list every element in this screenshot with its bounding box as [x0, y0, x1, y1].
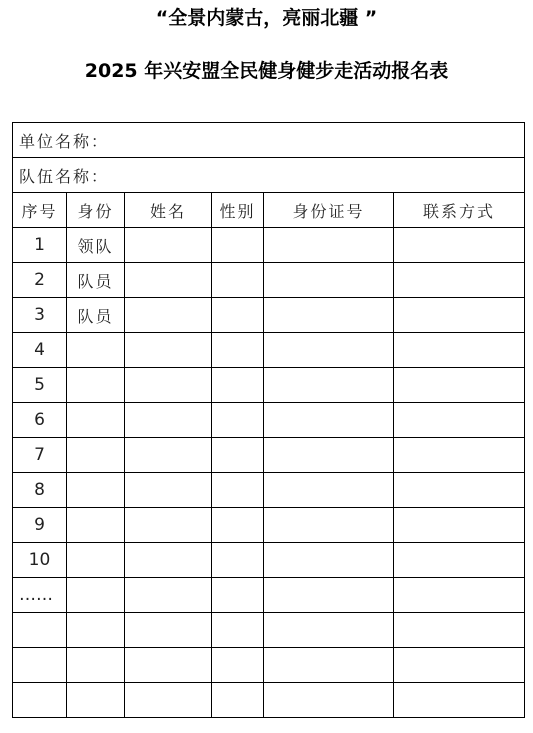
row-gender-cell[interactable]	[212, 298, 264, 333]
row-role-cell[interactable]	[67, 473, 125, 508]
row-role-cell[interactable]	[67, 403, 125, 438]
row-contact-cell[interactable]	[394, 473, 525, 508]
column-header-seq: 序号	[13, 193, 67, 228]
row-role-cell[interactable]	[67, 613, 125, 648]
unit-name-row	[13, 123, 525, 158]
row-role-cell[interactable]	[67, 683, 125, 718]
row-id-number-cell[interactable]	[264, 403, 394, 438]
row-name-cell[interactable]	[125, 403, 212, 438]
row-contact-cell[interactable]	[394, 438, 525, 473]
table-row	[13, 683, 525, 718]
row-contact-cell[interactable]	[394, 298, 525, 333]
table-row	[13, 473, 525, 508]
row-role-cell[interactable]	[67, 333, 125, 368]
row-name-cell[interactable]	[125, 648, 212, 683]
row-name-cell[interactable]	[125, 683, 212, 718]
row-name-cell[interactable]	[125, 298, 212, 333]
row-id-number-cell[interactable]	[264, 298, 394, 333]
table-row	[13, 543, 525, 578]
row-contact-cell[interactable]	[394, 683, 525, 718]
row-id-number-cell[interactable]	[264, 473, 394, 508]
row-gender-cell[interactable]	[212, 228, 264, 263]
table-row	[13, 578, 525, 613]
page-subtitle-slogan: “全景内蒙古，亮丽北疆 ”	[155, 7, 378, 29]
column-header-gender: 性别	[212, 193, 264, 228]
row-name-cell[interactable]	[125, 368, 212, 403]
team-name-row	[13, 158, 525, 193]
row-role-cell[interactable]	[67, 368, 125, 403]
row-gender-cell[interactable]	[212, 438, 264, 473]
row-name-cell[interactable]	[125, 333, 212, 368]
row-id-number-cell[interactable]	[264, 228, 394, 263]
column-header-id-number: 身份证号	[264, 193, 394, 228]
row-contact-cell[interactable]	[394, 228, 525, 263]
unit-name-field[interactable]: 单位名称：	[13, 123, 525, 158]
row-seq-cell: 9	[13, 508, 67, 543]
row-role-cell[interactable]	[67, 648, 125, 683]
row-gender-cell[interactable]	[212, 578, 264, 613]
row-gender-cell[interactable]	[212, 263, 264, 298]
table-row	[13, 368, 525, 403]
row-gender-cell[interactable]	[212, 683, 264, 718]
table-row	[13, 613, 525, 648]
row-contact-cell[interactable]	[394, 613, 525, 648]
row-seq-cell: 5	[13, 368, 67, 403]
row-contact-cell[interactable]	[394, 543, 525, 578]
team-name-field[interactable]: 队伍名称：	[13, 158, 525, 193]
row-contact-cell[interactable]	[394, 578, 525, 613]
registration-form-table	[12, 122, 525, 718]
row-gender-cell[interactable]	[212, 543, 264, 578]
row-contact-cell[interactable]	[394, 263, 525, 298]
column-header-contact: 联系方式	[394, 193, 525, 228]
row-seq-cell: 4	[13, 333, 67, 368]
row-gender-cell[interactable]	[212, 508, 264, 543]
row-seq-cell	[13, 613, 67, 648]
row-contact-cell[interactable]	[394, 333, 525, 368]
row-seq-cell: 3	[13, 298, 67, 333]
table-row	[13, 648, 525, 683]
row-id-number-cell[interactable]	[264, 683, 394, 718]
row-id-number-cell[interactable]	[264, 578, 394, 613]
row-role-cell[interactable]	[67, 543, 125, 578]
row-seq-cell	[13, 648, 67, 683]
row-seq-cell	[13, 683, 67, 718]
row-name-cell[interactable]	[125, 578, 212, 613]
row-role-cell[interactable]: 队员	[67, 263, 125, 298]
row-seq-cell: 6	[13, 403, 67, 438]
table-row	[13, 228, 525, 263]
table-row	[13, 403, 525, 438]
row-name-cell[interactable]	[125, 438, 212, 473]
row-contact-cell[interactable]	[394, 508, 525, 543]
row-gender-cell[interactable]	[212, 333, 264, 368]
row-id-number-cell[interactable]	[264, 543, 394, 578]
row-name-cell[interactable]	[125, 263, 212, 298]
row-contact-cell[interactable]	[394, 648, 525, 683]
row-role-cell[interactable]: 队员	[67, 298, 125, 333]
row-role-cell[interactable]: 领队	[67, 228, 125, 263]
row-role-cell[interactable]	[67, 578, 125, 613]
page-title: 2025 年兴安盟全民健身健步走活动报名表	[84, 60, 449, 82]
row-seq-cell: 1	[13, 228, 67, 263]
row-id-number-cell[interactable]	[264, 368, 394, 403]
row-name-cell[interactable]	[125, 473, 212, 508]
row-seq-cell: 8	[13, 473, 67, 508]
row-contact-cell[interactable]	[394, 403, 525, 438]
row-seq-cell: 10	[13, 543, 67, 578]
row-gender-cell[interactable]	[212, 403, 264, 438]
table-body	[13, 228, 525, 718]
table-row	[13, 263, 525, 298]
row-id-number-cell[interactable]	[264, 648, 394, 683]
row-name-cell[interactable]	[125, 613, 212, 648]
row-id-number-cell[interactable]	[264, 508, 394, 543]
row-id-number-cell[interactable]	[264, 333, 394, 368]
row-role-cell[interactable]	[67, 438, 125, 473]
row-id-number-cell[interactable]	[264, 263, 394, 298]
row-gender-cell[interactable]	[212, 613, 264, 648]
row-gender-cell[interactable]	[212, 368, 264, 403]
row-seq-cell: 2	[13, 263, 67, 298]
column-header-role: 身份	[67, 193, 125, 228]
row-id-number-cell[interactable]	[264, 438, 394, 473]
row-seq-cell: ……	[13, 578, 67, 613]
table-header-row	[13, 193, 525, 228]
row-name-cell[interactable]	[125, 508, 212, 543]
row-seq-cell: 7	[13, 438, 67, 473]
table-row	[13, 298, 525, 333]
table-row	[13, 438, 525, 473]
row-gender-cell[interactable]	[212, 473, 264, 508]
row-gender-cell[interactable]	[212, 648, 264, 683]
table-row	[13, 333, 525, 368]
row-role-cell[interactable]	[67, 508, 125, 543]
table-row	[13, 508, 525, 543]
column-header-name: 姓名	[125, 193, 212, 228]
row-id-number-cell[interactable]	[264, 613, 394, 648]
row-name-cell[interactable]	[125, 543, 212, 578]
row-name-cell[interactable]	[125, 228, 212, 263]
row-contact-cell[interactable]	[394, 368, 525, 403]
